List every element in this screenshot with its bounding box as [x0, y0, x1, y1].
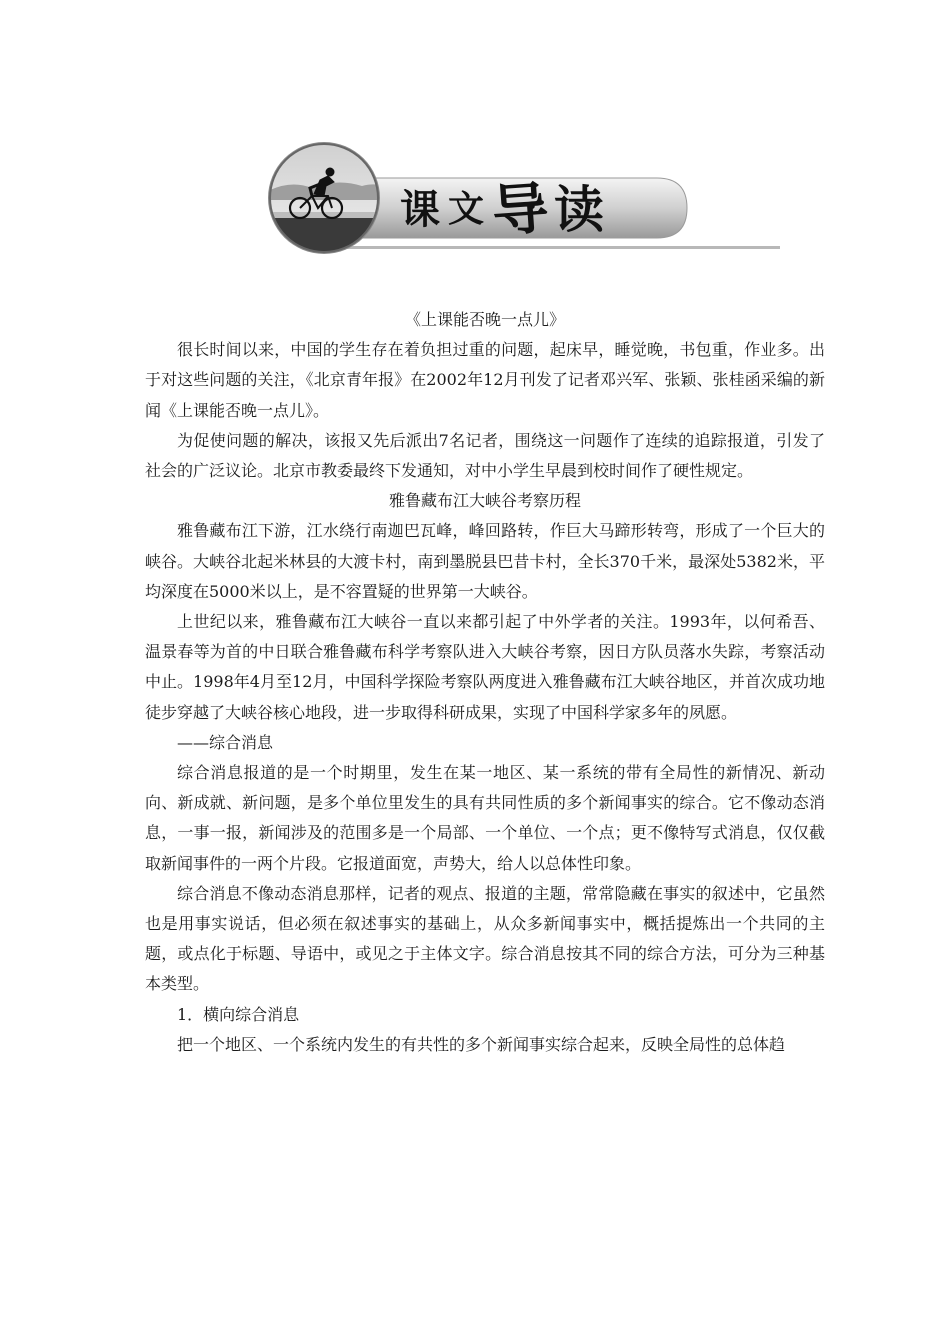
article-body [145, 305, 825, 1060]
banner-title [400, 176, 607, 245]
banner-char: 文 [448, 188, 487, 230]
banner-char: 读 [554, 181, 607, 239]
paragraph-7: 把一个地区、一个系统内发生的有共性的多个新闻事实综合起来，反映全局性的总体趋 [177, 1034, 786, 1054]
banner-char: 导 [490, 176, 553, 245]
paragraph-4: 上世纪以来，雅鲁藏布江大峡谷一直以来都引起了中外学者的关注。1993年，以何希吾、温景春等为首的中日联合雅鲁藏布科学考察队进入大峡谷考察，因日方队员落水失踪，考察活动中止。1998年4月至12月，中国科学探险考察队两度进入雅鲁藏布江大峡谷地区，并首次成功地徒步穿越了大峡谷核心地段，进一步取得科研成果，实现了中国科学家多年的夙愿。 [145, 612, 825, 722]
section-heading: ——综合消息 [177, 732, 274, 752]
paragraph-2: 为促使问题的解决，该报又先后派出7名记者，围绕这一问题作了连续的追踪报道，引发了社会的广泛议论。北京市教委最终下发通知，对中小学生早晨到校时间作了硬性规定。 [145, 430, 825, 481]
article-title-2: 雅鲁藏布江大峡谷考察历程 [388, 491, 581, 511]
paragraph-5: 综合消息报道的是一个时期里，发生在某一地区、某一系统的带有全局性的新情况、新动向、新成就、新问题，是多个单位里发生的具有共同性质的多个新闻事实的综合。它不像动态消息，一事一报，新闻涉及的范围多是一个局部、一个单位、一个点；更不像特写式消息，仅仅截取新闻事件的一两个片段。它报道面宽，声势大，给人以总体性印象。 [145, 763, 825, 873]
article-title-1: 《上课能否晚一点儿》 [404, 310, 565, 329]
paragraph-1: 很长时间以来，中国的学生存在着负担过重的问题，起床早，睡觉晚，书包重，作业多。出于对这些问题的关注，《北京青年报》在2002年12月刊发了记者邓兴军、张颖、张桂函采编的新闻《上课能否晚一点儿》。 [145, 340, 825, 420]
section-banner [262, 140, 782, 260]
banner-char: 课 [400, 186, 442, 233]
paragraph-6: 综合消息不像动态消息那样，记者的观点、报道的主题，常常隐藏在事实的叙述中，它虽然也是用事实说话，但必须在叙述事实的基础上，从众多新闻事实中，概括提炼出一个共同的主题，或点化于标题、导语中，或见之于主体文字。综合消息按其不同的综合方法，可分为三种基本类型。 [145, 883, 825, 994]
list-item-1: 1．横向综合消息 [177, 1004, 300, 1024]
paragraph-3: 雅鲁藏布江下游，江水绕行南迦巴瓦峰，峰回路转，作巨大马蹄形转弯，形成了一个巨大的峡谷。大峡谷北起米林县的大渡卡村，南到墨脱县巴昔卡村，全长370千米，最深处5382米，平均深度在5000米以上，是不容置疑的世界第一大峡谷。 [145, 521, 825, 601]
